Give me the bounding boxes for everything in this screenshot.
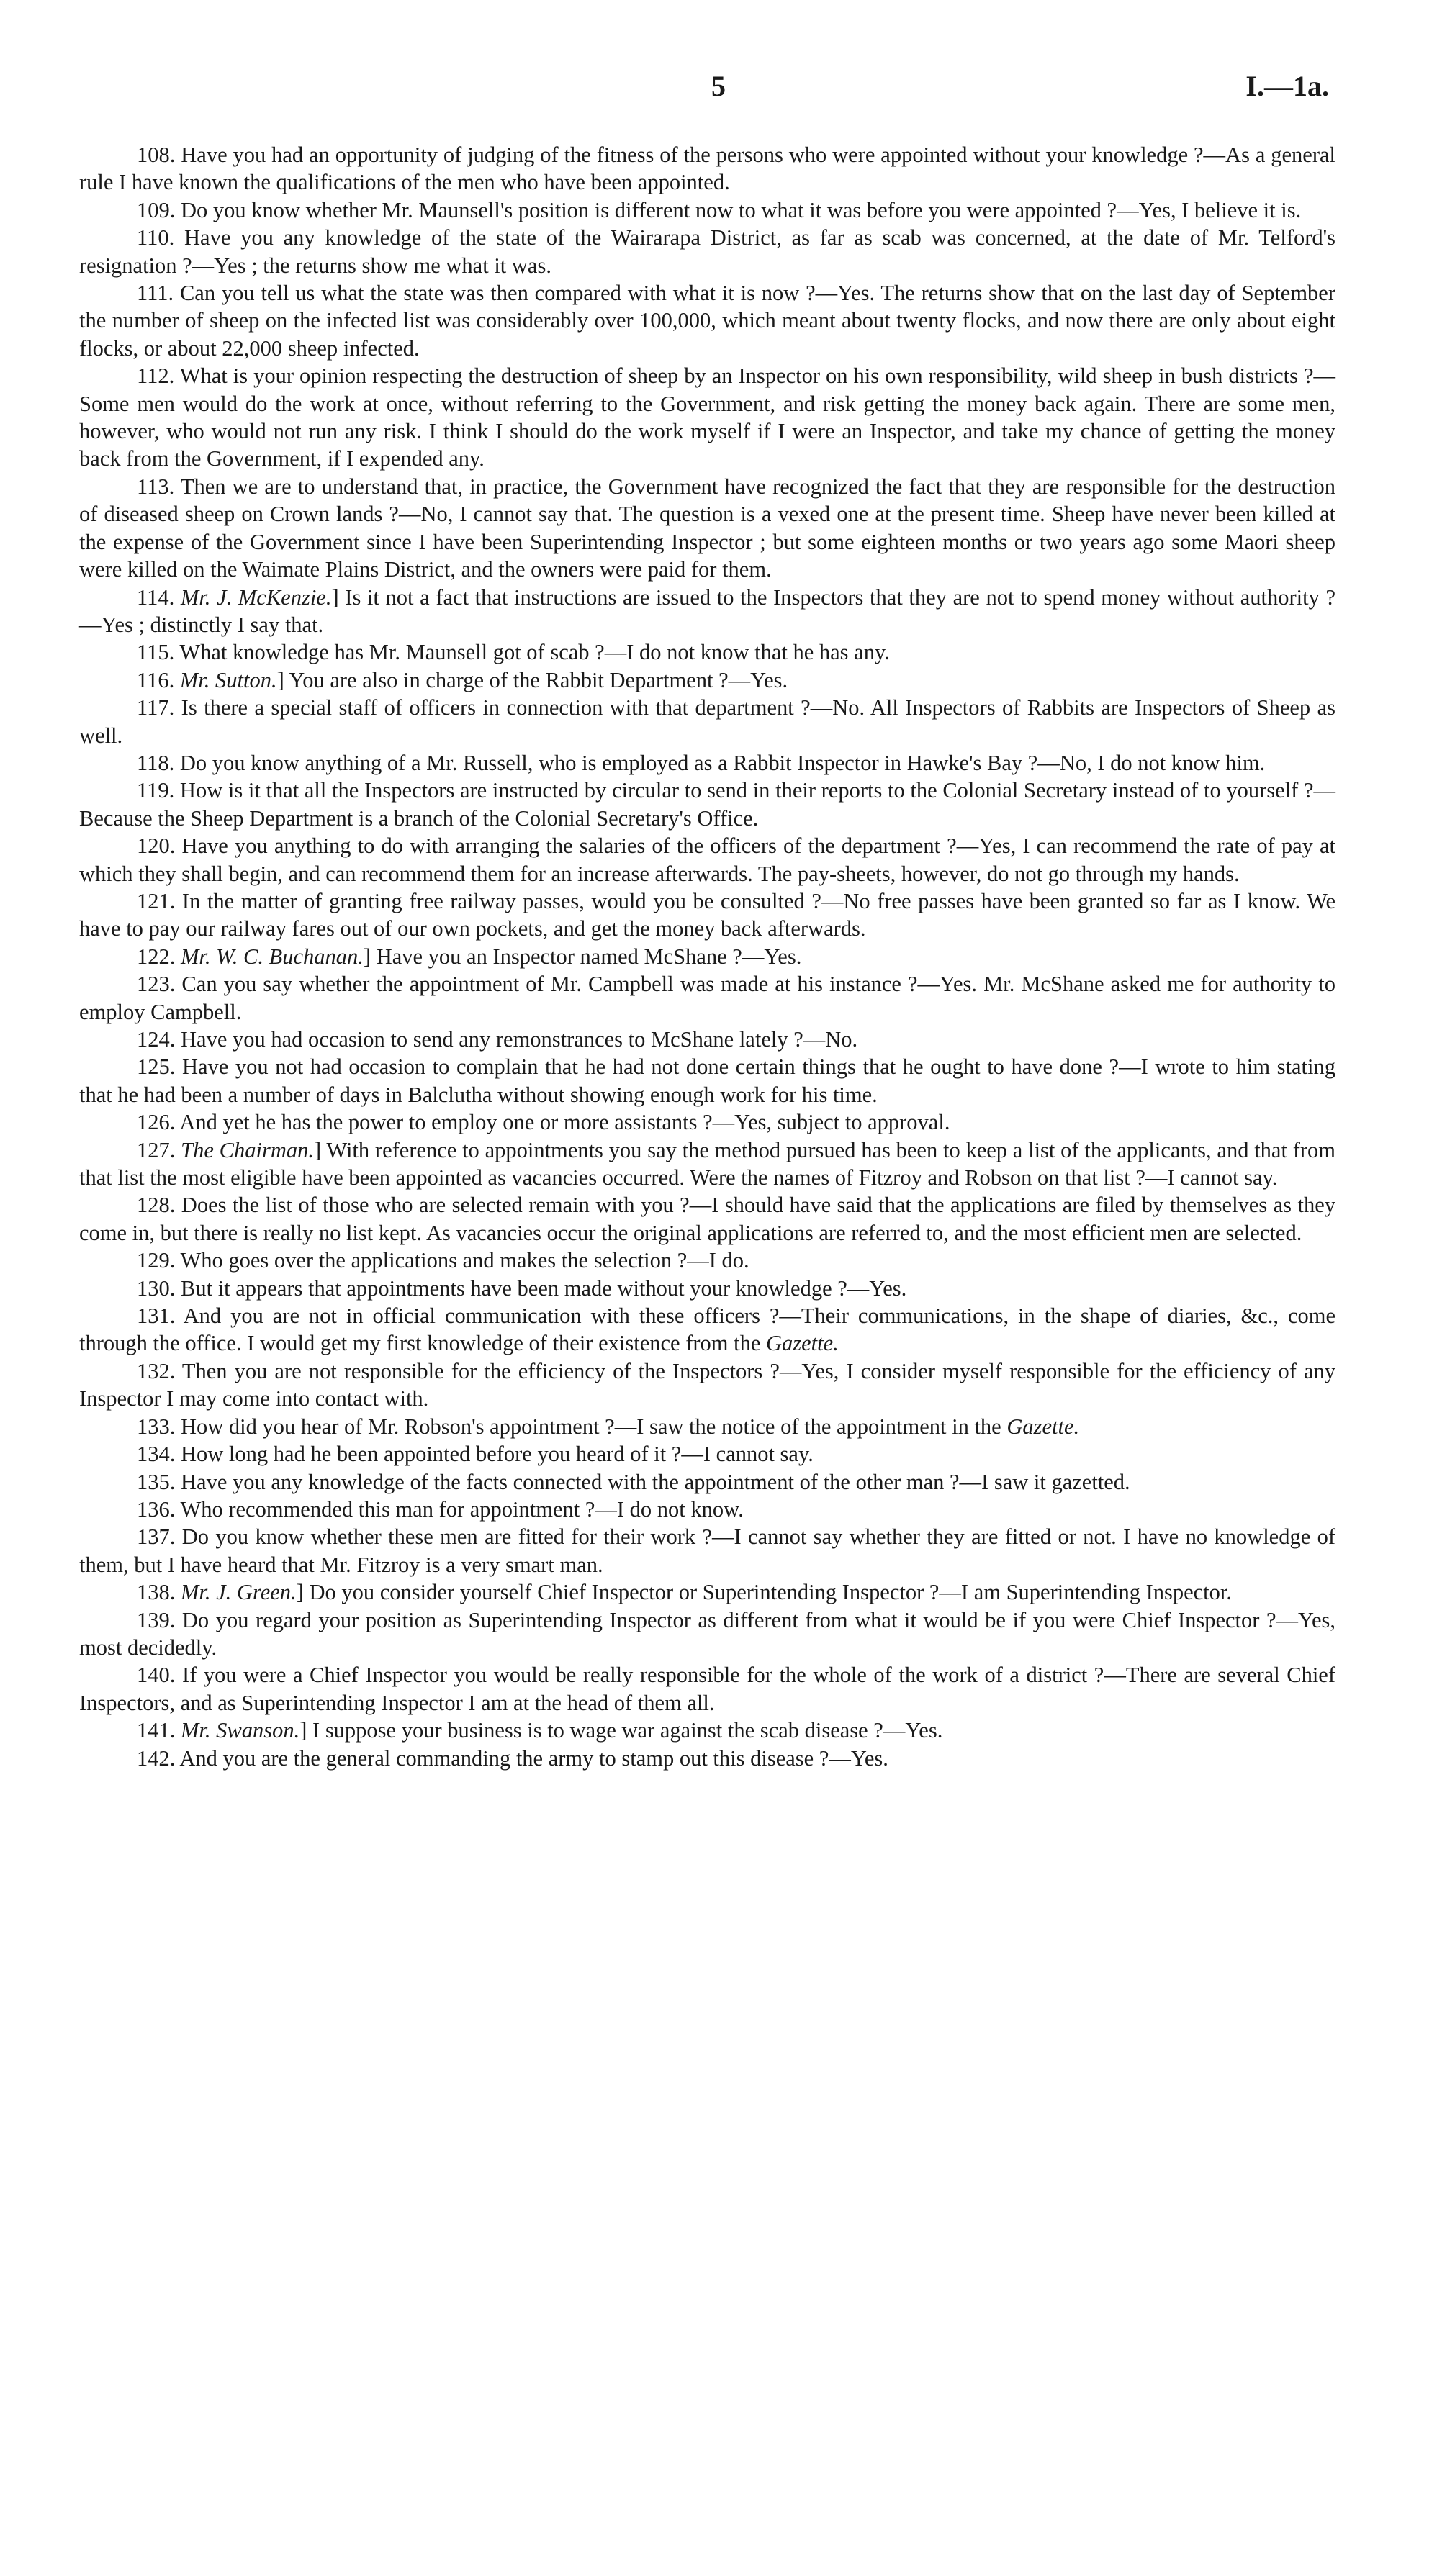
question-text: I suppose your business is to wage war against the scab disease ?—Yes.: [307, 1718, 943, 1743]
question-text: Who goes over the applications and makes the selection ?—I do.: [175, 1248, 749, 1273]
question-108: [79, 141, 1335, 196]
question-text: With reference to appointments you say the method pursued has been to keep a list of the applicants, and that from that list the most eligible have been appointed as vacancies occurred. Were the names of Fitzroy and Robson on that list ?—I cannot say.: [79, 1137, 1335, 1190]
question-number: 134.: [137, 1442, 176, 1467]
question-number: 121.: [137, 888, 176, 913]
question-text: Have you not had occasion to complain that he had not done certain things that he ought to have done ?—I wrote to him stating that he had been a number of days in Balclutha without showing enough work for his time.: [79, 1054, 1335, 1107]
question-number: 119.: [137, 778, 175, 803]
question-text: Is there a special staff of officers in connection with that department ?—No. All Inspectors of Rabbits are Inspectors of Sheep as well.: [79, 695, 1335, 748]
question-number: 137.: [137, 1524, 176, 1550]
question-number: 114.: [137, 584, 175, 610]
question-128: [79, 1191, 1335, 1247]
question-127: 127. The Chairman.] With reference to appointments you say the method pursued has been to keep a list of the applicants, and that from that list the most eligible have been appointed as vacancies occurred. Were the names of Fitzroy and Robson on that list ?—I cannot say.: [79, 1137, 1335, 1190]
question-119: [79, 777, 1335, 832]
question-122: 122. Mr. W. C. Buchanan.] Have you an Inspector named McShane ?—Yes.: [137, 944, 802, 969]
question-number: 122.: [137, 944, 176, 969]
question-110: [79, 224, 1335, 279]
question-126: [79, 1108, 1335, 1136]
question-number: 108.: [137, 143, 176, 167]
question-number: 141.: [137, 1718, 176, 1743]
question-text: Do you know whether these men are fitted for their work ?—I cannot say whether they are fitted or not. I have no knowledge of them, but I have heard that Mr. Fitzroy is a very smart man.: [79, 1524, 1335, 1577]
question-131: [79, 1302, 1335, 1357]
speaker-name: Mr. J. McKenzie.: [180, 584, 332, 610]
question-137: [79, 1523, 1335, 1578]
question-number: 118.: [137, 750, 175, 775]
question-number: 133.: [137, 1414, 176, 1439]
question-number: 129.: [137, 1248, 176, 1273]
question-123: [79, 970, 1335, 1026]
question-135: [79, 1468, 1335, 1496]
question-142: [79, 1745, 1335, 1772]
question-number: 112.: [137, 363, 175, 389]
question-text: How did you hear of Mr. Robson's appointment ?—I saw the notice of the appointment in the: [175, 1414, 1007, 1439]
question-text: What is your opinion respecting the destruction of sheep by an Inspector on his own responsibility, wild sheep in bush districts ?—Some men would do the work at once, without referring to the Government, and risk getting the money back again. There are some men, however, who would not run any risk. I think I should do the work myself if I were an Inspector, and take my chance of getting the money back from the Government, if I expended any.: [79, 363, 1335, 471]
question-number: 117.: [137, 695, 175, 720]
question-117: [79, 694, 1335, 749]
question-120: [79, 832, 1335, 887]
question-text: Does the list of those who are selected remain with you ?—I should have said that the applications are filed by themselves as they come in, but there is really no list kept. As vacancies occur the original applications are referred to, and the most efficient men are selected.: [79, 1193, 1335, 1245]
question-text: Do you regard your position as Superintending Inspector as different from what it would be if you were Chief Inspector ?—Yes, most decidedly.: [79, 1607, 1335, 1660]
question-130: [79, 1275, 1335, 1302]
question-text: Have you had an opportunity of judging of the fitness of the persons who were appointed without your knowledge ?—As a general rule I have known the qualifications of the men who have been appointed.: [79, 143, 1335, 195]
question-134: [79, 1440, 1335, 1468]
question-113: [79, 473, 1335, 584]
question-129: [79, 1247, 1335, 1274]
question-138: 138. Mr. J. Green.] Do you consider yourself Chief Inspector or Superintending Inspector ?—I am Superintending Inspector.: [137, 1580, 1232, 1605]
question-number: 116.: [137, 667, 175, 692]
question-text: What knowledge has Mr. Maunsell got of scab ?—I do not know that he has any.: [174, 640, 890, 665]
question-121: [79, 887, 1335, 943]
question-number: 138.: [137, 1580, 176, 1605]
question-116: 116. Mr. Sutton.] You are also in charge of the Rabbit Department ?—Yes.: [137, 667, 788, 692]
question-number: 132.: [137, 1358, 176, 1383]
document-reference: I.—1a.: [1245, 70, 1329, 102]
question-125: [79, 1053, 1335, 1108]
question-number: 120.: [137, 833, 176, 859]
question-number: 111.: [137, 281, 174, 306]
question-text: Have you anything to do with arranging the salaries of the officers of the department ?—Yes, I can recommend the rate of pay at which they shall begin, and can recommend them for an increase afterwards. The pay-sheets, however, do not go through my hands.: [79, 833, 1335, 886]
question-text: Then you are not responsible for the efficiency of the Inspectors ?—Yes, I consider myself responsible for the efficiency of any Inspector I may come into contact with.: [79, 1358, 1335, 1411]
speaker-name: Mr. Sutton.: [179, 667, 277, 692]
question-number: 128.: [137, 1193, 176, 1218]
question-114: 114. Mr. J. McKenzie.] Is it not a fact that instructions are issued to the Inspectors that they are not to spend money without authority ?—Yes ; distinctly I say that.: [79, 584, 1336, 637]
question-number: 126.: [137, 1110, 176, 1135]
question-141: 141. Mr. Swanson.] I suppose your business is to wage war against the scab disease ?—Yes.: [137, 1718, 943, 1743]
question-number: 136.: [137, 1496, 176, 1522]
question-111: [79, 279, 1335, 362]
question-132: [79, 1357, 1335, 1413]
question-text: How long had he been appointed before you heard of it ?—I cannot say.: [175, 1442, 814, 1467]
question-133: [79, 1413, 1335, 1440]
question-text: Do you consider yourself Chief Inspector or Superintending Inspector ?—I am Superintending Inspector.: [303, 1580, 1232, 1605]
question-number: 127.: [137, 1137, 176, 1162]
question-124: [79, 1026, 1335, 1053]
question-number: 139.: [137, 1607, 176, 1632]
question-140: [79, 1661, 1335, 1717]
question-139: [79, 1606, 1335, 1662]
speaker-name: The Chairman.: [181, 1137, 314, 1162]
question-text: Have you an Inspector named McShane ?—Yes.: [371, 944, 802, 969]
page-number: 5: [711, 70, 726, 102]
question-118: [79, 749, 1335, 777]
question-number: 113.: [137, 474, 175, 499]
question-number: 140.: [137, 1663, 176, 1688]
question-text: But it appears that appointments have been made without your knowledge ?—Yes.: [175, 1275, 907, 1301]
speaker-name: Mr. Swanson.: [181, 1718, 300, 1743]
question-text: And you are not in official communication with these officers ?—Their communications, in the shape of diaries, &c., come through the office. I would get my first knowledge of their existence from the: [79, 1303, 1335, 1356]
question-text: If you were a Chief Inspector you would be really responsible for the whole of the work of a district ?—There are several Chief Inspectors, and as Superintending Inspector I am at the head of them all.: [79, 1663, 1335, 1715]
question-number: 115.: [137, 640, 175, 665]
speaker-name: Mr. J. Green.: [181, 1580, 297, 1605]
evidence-body: [79, 141, 1335, 1772]
question-number: 142.: [137, 1745, 176, 1771]
question-text: Can you tell us what the state was then compared with what it is now ?—Yes. The returns show that on the last day of September the number of sheep on the infected list was considerably over 100,000, which meant about twenty flocks, and now there are only about eight flocks, or about 22,000 sheep infected.: [79, 281, 1335, 361]
question-number: 135.: [137, 1469, 176, 1494]
question-text: Have you any knowledge of the facts connected with the appointment of the other man ?—I saw it gazetted.: [175, 1469, 1130, 1494]
question-number: 123.: [137, 972, 176, 997]
question-text: Can you say whether the appointment of Mr. Campbell was made at his instance ?—Yes. Mr. McShane asked me for authority to employ Campbell.: [79, 972, 1335, 1024]
question-text: You are also in charge of the Rabbit Department ?—Yes.: [284, 667, 788, 692]
question-text: Is it not a fact that instructions are issued to the Inspectors that they are not to spend money without authority ?—Yes ; distinctly I say that.: [79, 584, 1336, 637]
speaker-name: Mr. W. C. Buchanan.: [181, 944, 364, 969]
question-115: [79, 638, 1335, 666]
question-text: Have you any knowledge of the state of the Wairarapa District, as far as scab was concerned, at the date of Mr. Telford's resignation ?—Yes ; the returns show me what it was.: [79, 225, 1335, 278]
question-text: In the matter of granting free railway passes, would you be consulted ?—No free passes have been granted so far as I know. We have to pay our railway fares out of our own pockets, and get the money back afterwards.: [79, 888, 1335, 941]
question-number: 125.: [137, 1054, 176, 1080]
question-112: [79, 362, 1335, 473]
question-text: Then we are to understand that, in practice, the Government have recognized the fact that they are responsible for the destruction of diseased sheep on Crown lands ?—No, I cannot say that. The question is a vexed one at the present time. Sheep have never been killed at the expense of the Government since I have been Superintending Inspector ; but some eighteen months or two years ago some Maori sheep were killed on the Waimate Plains District, and the owners were paid for them.: [79, 474, 1335, 582]
gazette-reference: Gazette.: [766, 1331, 839, 1356]
question-number: 124.: [137, 1027, 176, 1052]
question-text: Do you know whether Mr. Maunsell's position is different now to what it was before you were appointed ?—Yes, I believe it is.: [175, 197, 1302, 222]
question-number: 110.: [137, 225, 175, 250]
question-text: And yet he has the power to employ one or more assistants ?—Yes, subject to approval.: [175, 1110, 950, 1135]
question-number: 109.: [137, 197, 176, 222]
question-text: How is it that all the Inspectors are instructed by circular to send in their reports to the Colonial Secretary instead of to yourself ?—Because the Sheep Department is a branch of the Colonial Secretary's Office.: [79, 778, 1335, 831]
question-text: Do you know anything of a Mr. Russell, who is employed as a Rabbit Inspector in Hawke's Bay ?—No, I do not know him.: [174, 750, 1266, 775]
question-109: [79, 196, 1335, 224]
question-text: Who recommended this man for appointment ?—I do not know.: [175, 1496, 744, 1522]
question-text: Have you had occasion to send any remonstrances to McShane lately ?—No.: [175, 1027, 858, 1052]
gazette-reference: Gazette.: [1006, 1414, 1080, 1439]
question-number: 130.: [137, 1275, 176, 1301]
question-number: 131.: [137, 1303, 176, 1329]
question-136: [79, 1496, 1335, 1523]
question-text: And you are the general commanding the army to stamp out this disease ?—Yes.: [175, 1745, 888, 1771]
